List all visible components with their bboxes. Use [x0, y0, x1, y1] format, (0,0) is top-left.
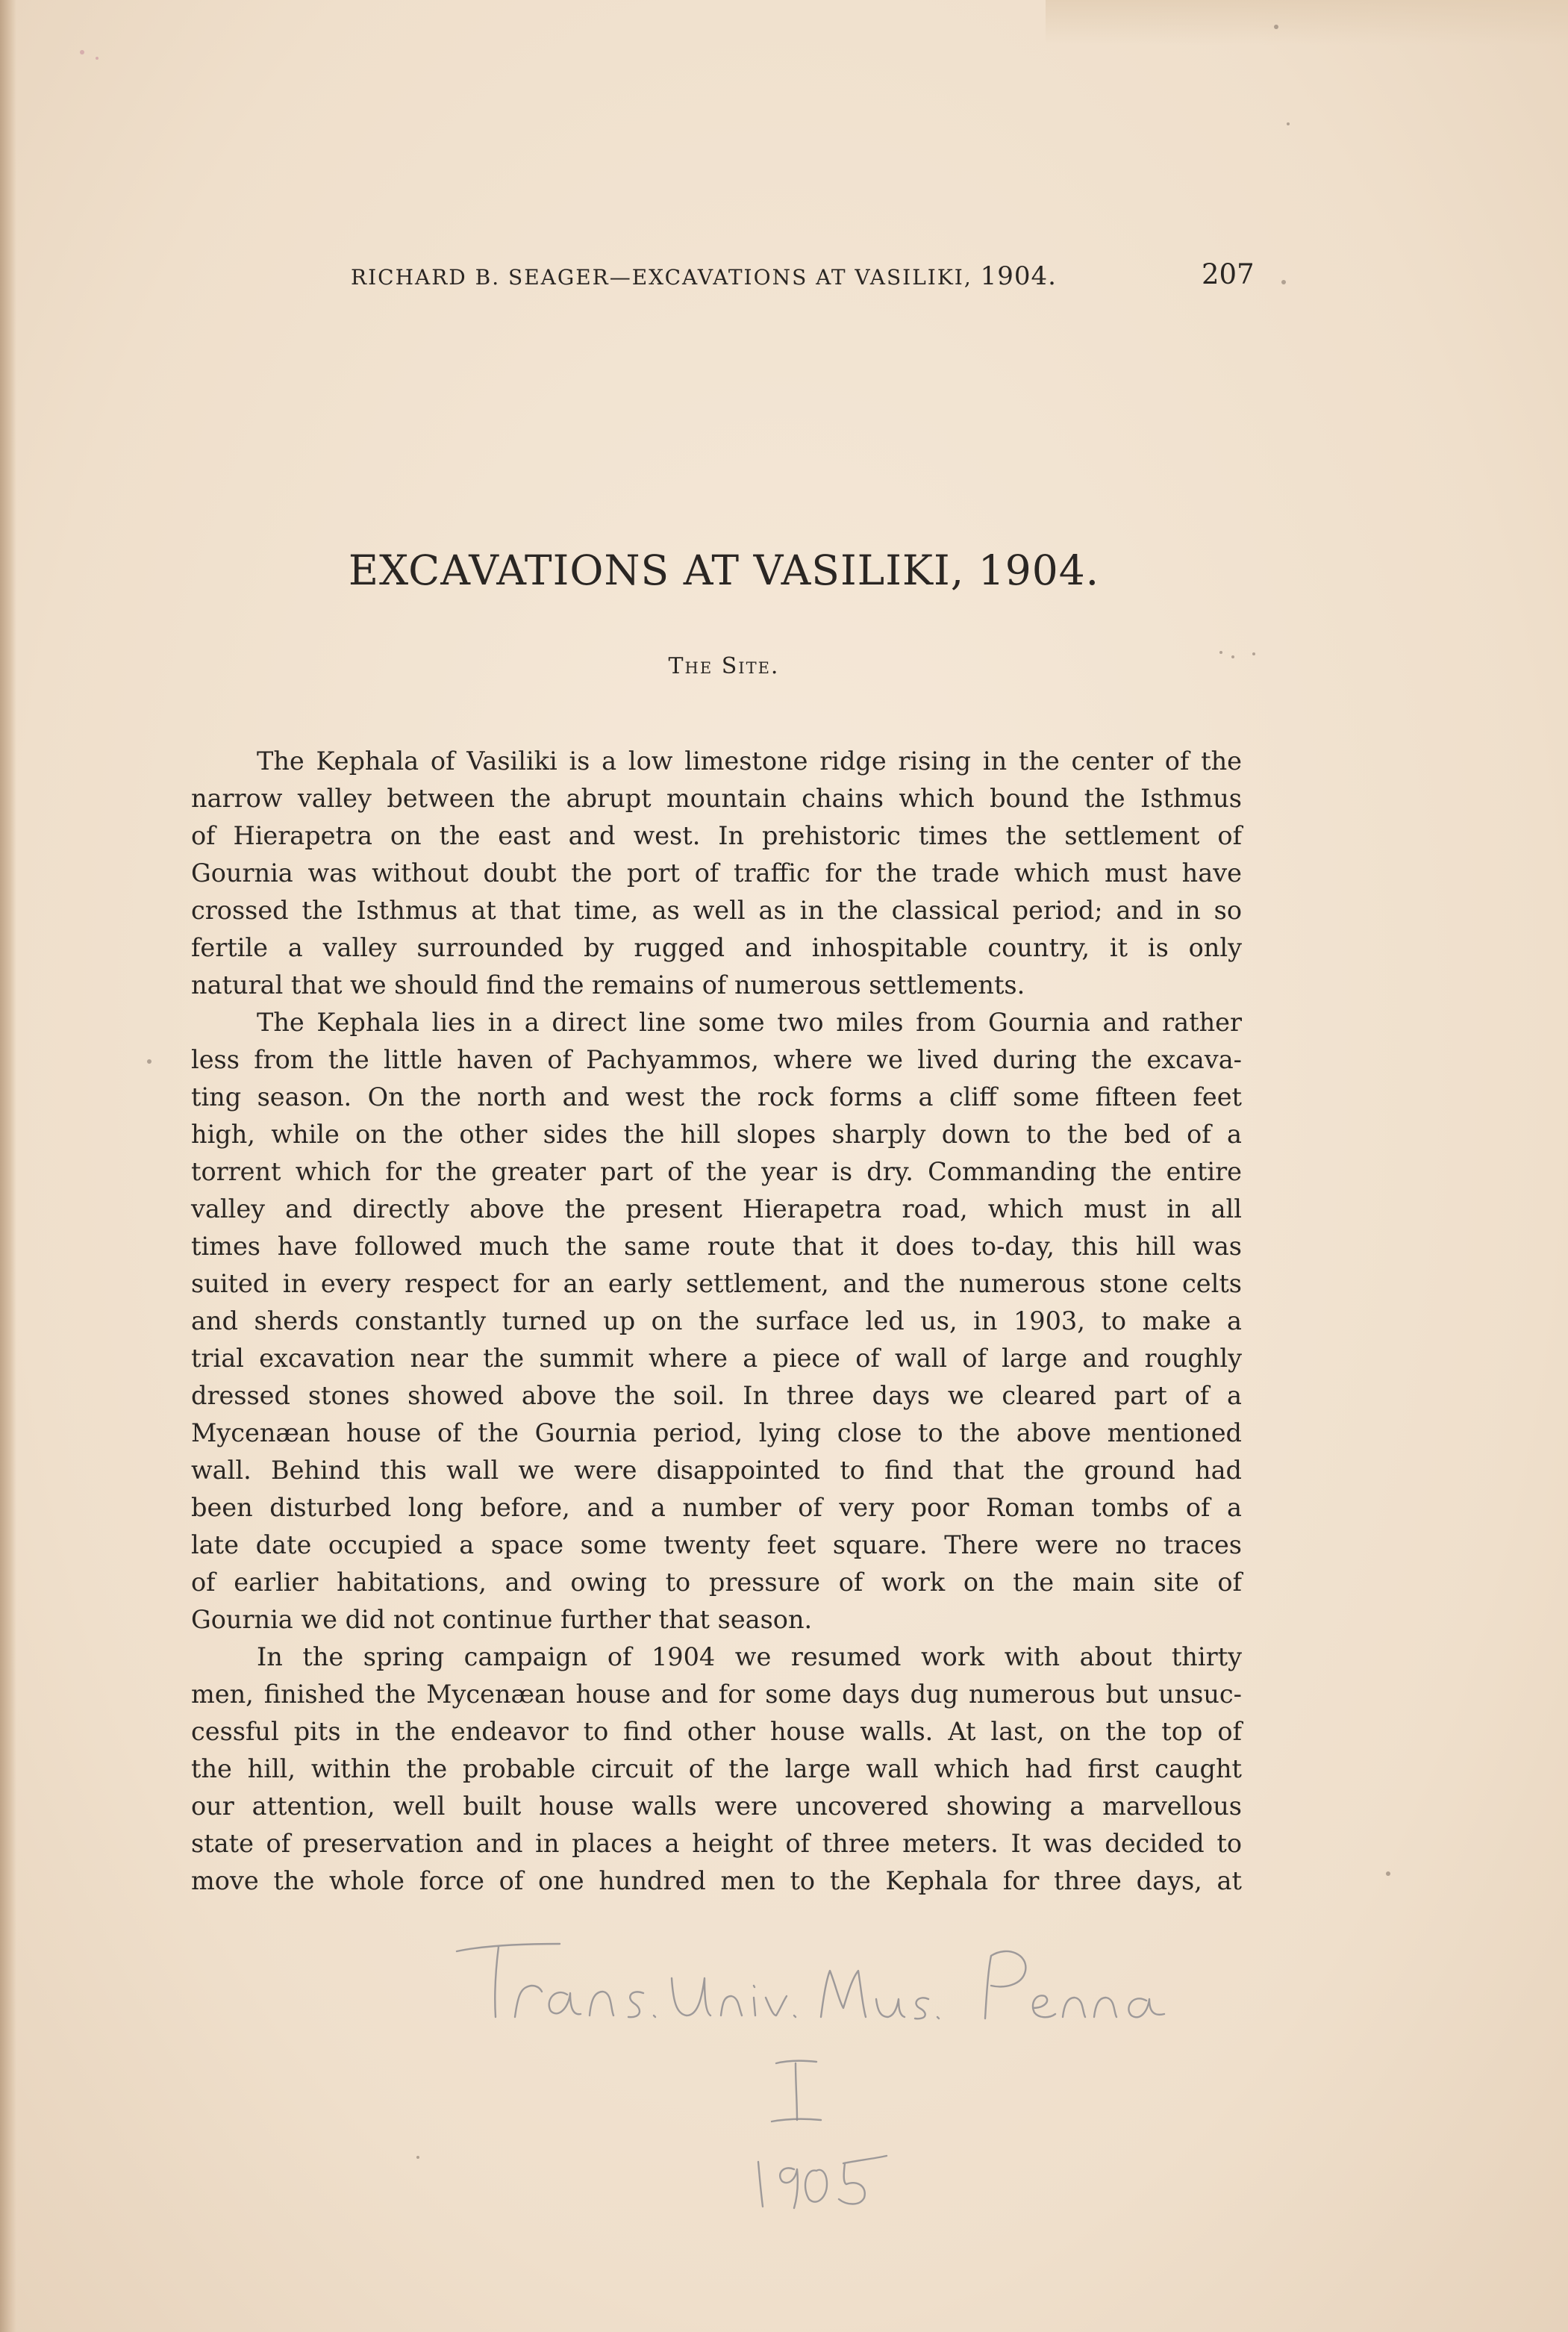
handwriting-line-3 [758, 2156, 887, 2208]
handwriting-line-1 [457, 1944, 1164, 2018]
text-line: state of preservation and in places a height of three meters. It was decided to [191, 1829, 1242, 1858]
text-line: fertile a valley surrounded by rugged and inhospitable country, it is only [191, 933, 1242, 962]
text-line: men, finished the Mycenæan house and for some days dug numerous but unsuc- [191, 1680, 1242, 1709]
paper-stain [1046, 0, 1568, 45]
text-line: cessful pits in the endeavor to find other house walls. At last, on the top of [191, 1717, 1242, 1746]
text-line: move the whole force of one hundred men to the Kephala for three days, at [191, 1866, 1242, 1895]
text-line: Mycenæan house of the Gournia period, lying close to the above mentioned [191, 1418, 1242, 1447]
text-line: wall. Behind this wall we were disappointed to find that the ground had [191, 1456, 1242, 1485]
text-line: and sherds constantly turned up on the surface led us, in 1903, to make a [191, 1306, 1242, 1335]
text-line: The Kephala of Vasiliki is a low limestone ridge rising in the center of the [257, 746, 1242, 776]
text-line: our attention, well built house walls were uncovered showing a marvellous [191, 1792, 1242, 1821]
text-line: torrent which for the greater part of the year is dry. Commanding the entire [191, 1157, 1242, 1186]
text-line: less from the little haven of Pachyammos, where we lived during the excava- [191, 1045, 1242, 1074]
binding-edge-shadow [0, 0, 16, 2332]
text-line: the hill, within the probable circuit of the large wall which had first caught [191, 1754, 1242, 1783]
text-line: Gournia was without doubt the port of traffic for the trade which must have [191, 858, 1242, 888]
page-number: 207 [1202, 258, 1255, 290]
running-header-title: RICHARD B. SEAGER—EXCAVATIONS AT VASILIKI, [351, 265, 972, 290]
text-line: valley and directly above the present Hierapetra road, which must in all [191, 1194, 1242, 1223]
text-line: dressed stones showed above the soil. In three days we cleared part of a [191, 1381, 1242, 1410]
section-heading: The Site. [668, 653, 780, 679]
article-title: EXCAVATIONS AT VASILIKI, 1904. [348, 546, 1100, 594]
text-line: The Kephala lies in a direct line some two miles from Gournia and rather [257, 1008, 1242, 1037]
text-line: natural that we should find the remains of numerous settlements. [191, 970, 1025, 1000]
text-line: Gournia we did not continue further that season. [191, 1605, 813, 1634]
running-header-year: 1904. [980, 261, 1057, 291]
text-line: late date occupied a space some twenty feet square. There were no traces [191, 1530, 1242, 1559]
text-line: times have followed much the same route that it does to-day, this hill was [191, 1232, 1242, 1261]
body-text [191, 743, 1242, 1900]
running-header [351, 261, 1105, 291]
text-line: trial excavation near the summit where a piece of wall of large and roughly [191, 1344, 1242, 1373]
text-line: been disturbed long before, and a number of very poor Roman tombs of a [191, 1493, 1242, 1522]
text-line: crossed the Isthmus at that time, as well as in the classical period; and in so [191, 896, 1242, 925]
text-line: suited in every respect for an early settlement, and the numerous stone celts [191, 1269, 1242, 1298]
text-line: ting season. On the north and west the rock forms a cliff some fifteen feet [191, 1082, 1242, 1112]
text-line: high, while on the other sides the hill slopes sharply down to the bed of a [191, 1120, 1242, 1149]
text-line: of earlier habitations, and owing to pressure of work on the main site of [191, 1568, 1242, 1597]
text-line: of Hierapetra on the east and west. In prehistoric times the settlement of [191, 821, 1242, 850]
handwriting-line-2 [772, 2061, 821, 2121]
text-line: narrow valley between the abrupt mountain chains which bound the Isthmus [191, 784, 1242, 813]
text-line: In the spring campaign of 1904 we resumed work with about thirty [257, 1642, 1242, 1671]
